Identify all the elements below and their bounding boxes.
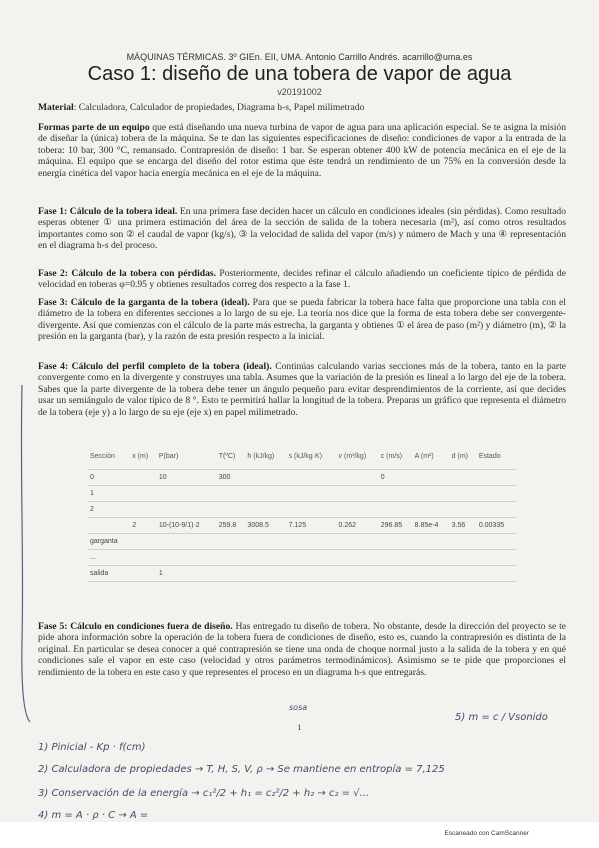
intro-lead: Formas parte de un equipo (38, 122, 150, 133)
handwritten-note-4: 4) m = A · ρ · C → A = (38, 810, 149, 821)
column-header: Sección (88, 443, 130, 470)
table-cell: 3.56 (450, 518, 477, 534)
phase-text: Has entregado tu diseño de tobera. No obstante, desde la dirección del proyecto se te pide ahora información sobre la operación de la tobera fuera de condiciones de diseño, esto es, cuando la contrapresión es distinta de la original. En particular se desea conocer a qué contrapresión se tiene una onda de choque normal justo a la salida de la tobera y en qué condiciones sale el vapor en este caso (velocidad y otros parámetros termodinámicos). Asimismo se te pide que proporciones el rendimiento de la tobera en este caso y que representes el proceso en un diagrama h-s que entregarás. (38, 621, 567, 678)
phase-heading: Fase 4: Cálculo del perfil completo de la tobera (ideal). (38, 361, 272, 372)
column-header: P(bar) (157, 443, 217, 470)
course-header: MÁQUINAS TÉRMICAS. 3º GIEn. EII, UMA. Antonio Carrillo Andrés. acarrillo@uma.es (126, 52, 473, 62)
column-header: s (kJ/kg·K) (287, 443, 337, 470)
table-cell: 2 (130, 518, 157, 534)
phase-text: Continúas calculando varias secciones más de la tobera, tanto en la parte convergente como en la divergente y construyes una tabla. Asumes que la variación de la presión es lineal a lo largo del eje de la tobera. Sabes que la parte divergente de la tobera debe tener un ángulo pequeño para evitar desprendimientos de la corriente, así que decides usar un semiángulo de valor típico de 8 °. Esto te permitirá hallar la longitud de la tobera. Preparas un gráfico que representa el diámetro de la tobera (eje y) a lo largo de su eje (eje x) en papel milimetrado. (38, 361, 566, 418)
phase-text: Para que se pueda fabricar la tobera hace falta que proporcione una tabla con el diámetro de la tobera en diferentes secciones a lo largo de su eje. La teoría nos dice que la forma de esta tobera debe ser convergente-divergente. Así que comienzas con el cálculo de la parte más estrecha, la garganta y obtienes ① el área de paso (m²) y diámetro (m), ② la presión en la garganta (bar), y la razón de esta presión respecto a la inicial. (38, 297, 566, 343)
phase-text: En una primera fase deciden hacer un cálculo en condiciones ideales (sin pérdidas). Como resultado esperas obtener ① una primera estimación del área de la sección de salida de la tobera necesaria (m²), así como otros resultados importantes como son ② el caudal de vapor (kg/s), ③ la velocidad de salida del vapor (m/s) y número de Mach y una ④ representación en el diagrama h-s del proceso. (38, 206, 566, 252)
column-header: h (kJ/kg) (245, 443, 286, 470)
table-cell: 300 (217, 470, 246, 486)
table-cell: salida (88, 566, 130, 582)
handwritten-annotation: sosa (289, 703, 308, 712)
table-cell: 10-(10-9/1)·2 (157, 518, 217, 534)
handwritten-note-1: 1) Pinicial - Kp · f(cm) (38, 742, 146, 753)
material-label: Material (38, 102, 74, 113)
table-cell: 0.00335 (477, 518, 516, 534)
column-header: d (m) (450, 443, 477, 470)
table-cell: 0 (88, 470, 130, 486)
table-cell: 7.125 (287, 518, 337, 534)
material-text: : Calculadora, Calculador de propiedades, Diagrama h-s, Papel milimetrado (73, 102, 365, 113)
phase-heading: Fase 1: Cálculo de la tobera ideal. (38, 206, 178, 217)
handwritten-note-2: 2) Calculadora de propiedades → T, H, S, V, ρ → Se mantiene en entropía = 7,125 (38, 764, 445, 775)
table-cell: garganta (88, 534, 130, 550)
page-number: 1 (297, 723, 302, 732)
column-header: c (m/s) (379, 443, 413, 470)
table-cell: 2 (88, 502, 130, 518)
column-header: T(ºC) (217, 443, 246, 470)
phase-heading: Fase 2: Cálculo de la tobera con pérdidas. (38, 268, 217, 279)
handwritten-note-5: 5) m = c / Vsonido (455, 712, 548, 723)
table-cell: 10 (157, 470, 217, 486)
page-title: Caso 1: diseño de una tobera de vapor de agua (87, 63, 512, 85)
table-cell: 296.85 (379, 518, 413, 534)
phase-text: Posteriormente, decides refinar el cálculo añadiendo un coeficiente típico de pérdida de velocidad en toberas φ=0.95 y obtienes resultados correg dos respecto a la fase 1. (38, 268, 566, 291)
table-cell: 8.85e-4 (413, 518, 450, 534)
table-cell: ... (88, 550, 130, 566)
handwritten-note-3: 3) Conservación de la energía → c₁²/2 + h₁ = c₂²/2 + h₂ → c₂ = √... (38, 788, 370, 799)
table-cell: 3008.5 (245, 518, 286, 534)
column-header: Estado (477, 443, 516, 470)
column-header: x (m) (130, 443, 157, 470)
table-cell: 0 (379, 470, 413, 486)
phase-heading: Fase 3: Cálculo de la garganta de la tobera (ideal). (38, 297, 250, 308)
column-header: v (m³/kg) (337, 443, 379, 470)
table-cell: 1 (157, 566, 217, 582)
phase-heading: Fase 5: Cálculo en condiciones fuera de diseño. (38, 621, 233, 632)
intro-text: que está diseñando una nueva turbina de vapor de agua para una aplicación especial. Se te asigna la misión de diseñar la (única) tobera de la máquina. Se te dan las siguientes especificaciones de diseño: condiciones de vapor a la entrada de la tobera: 10 bar, 300 °C, remansado. Contrapresión de diseño: 1 bar. Se esperan obtener 400 kW de potencia mecánica en el eje de la máquina. El equipo que se encarga del diseño del rotor estima que éste tendrá un rendimiento de un 75% en la conversión desde la energía cinética del vapor hacia energía mecánica en el eje de la máquina. (38, 122, 566, 179)
version-label: v20191002 (277, 87, 322, 97)
table-cell: 259.8 (217, 518, 246, 534)
scanner-watermark: Escaneado con CamScanner (444, 830, 529, 837)
table-cell: 0.262 (337, 518, 379, 534)
table-cell: 1 (88, 486, 130, 502)
column-header: A (m²) (413, 443, 450, 470)
